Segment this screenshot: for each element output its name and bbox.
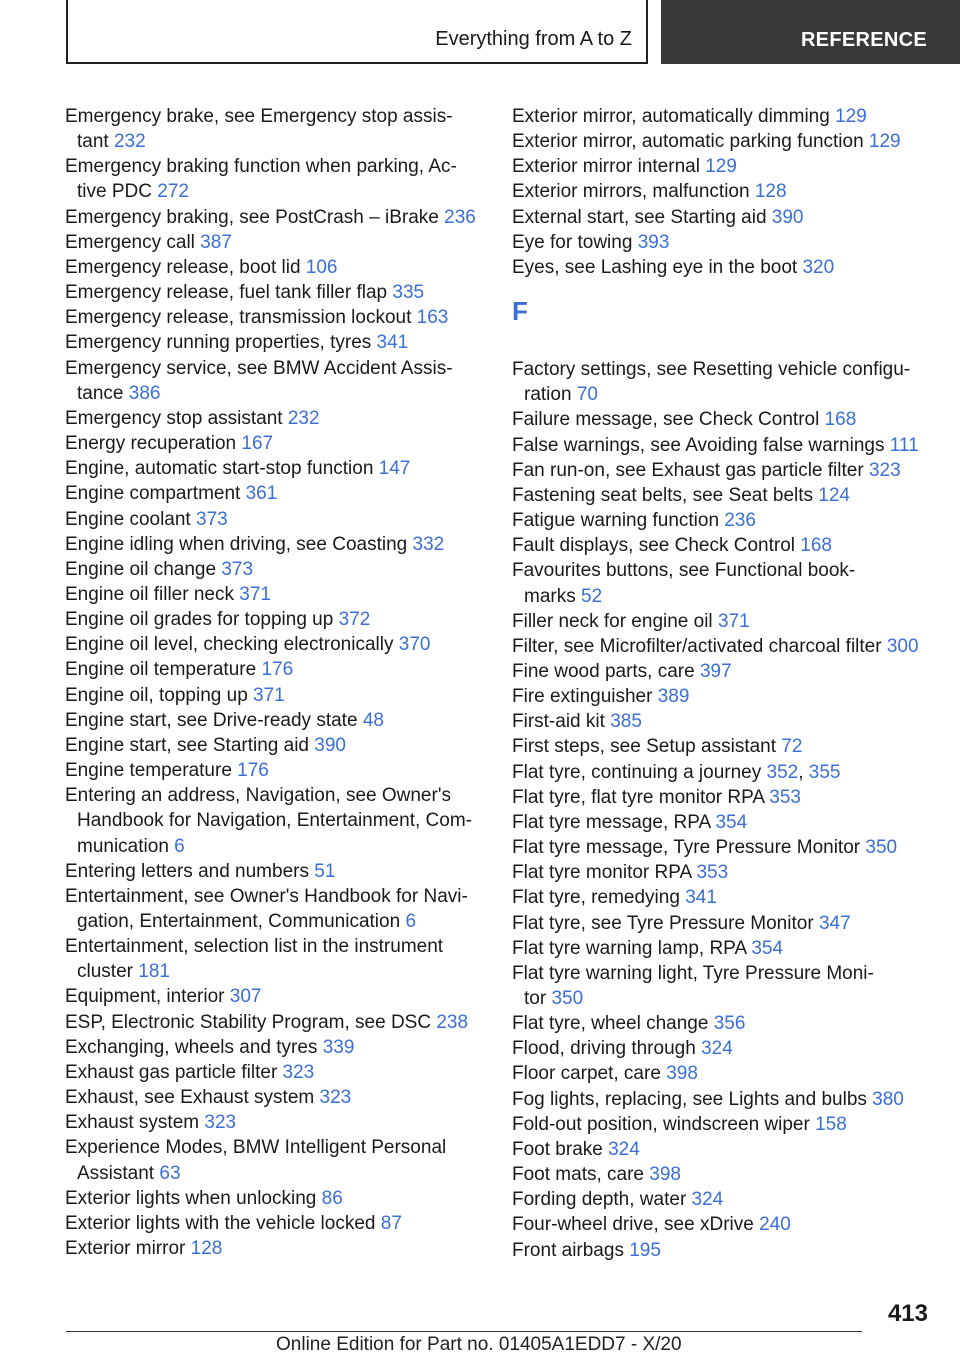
page-reference-link[interactable]: 341 bbox=[376, 332, 409, 354]
index-entry bbox=[512, 1162, 942, 1187]
index-entry-text: Engine oil, topping up bbox=[65, 684, 248, 706]
index-entry bbox=[65, 1035, 485, 1060]
page-reference-link[interactable]: 87 bbox=[380, 1212, 402, 1234]
index-entry bbox=[512, 104, 942, 129]
index-entry bbox=[512, 835, 942, 860]
index-entry bbox=[512, 255, 942, 280]
index-entry-text: Exhaust, see Exhaust system bbox=[65, 1087, 315, 1109]
index-entry-text: Engine, automatic start-stop function bbox=[65, 458, 374, 480]
index-entry bbox=[65, 456, 485, 481]
page-reference-link[interactable]: 168 bbox=[800, 535, 832, 557]
index-entry-text: Engine temperature bbox=[65, 760, 232, 782]
page-reference-link[interactable]: 353 bbox=[769, 786, 801, 808]
index-entry-text: Fording depth, water bbox=[512, 1189, 687, 1211]
index-letter-heading: F bbox=[512, 296, 528, 327]
header-section-tab bbox=[661, 0, 960, 64]
page-reference-link[interactable]: 323 bbox=[868, 459, 901, 481]
index-entry-text: Exterior mirror internal bbox=[512, 156, 700, 178]
header-section-label: REFERENCE bbox=[800, 29, 927, 51]
index-entry bbox=[65, 104, 485, 154]
index-entry bbox=[512, 533, 942, 558]
index-entry-text: Flat tyre, continuing a journey bbox=[512, 761, 762, 783]
index-entry bbox=[65, 1135, 485, 1185]
index-column-right bbox=[512, 104, 942, 1263]
page-reference-link[interactable]: 86 bbox=[321, 1187, 343, 1209]
index-entry-text: Engine idling when driving, see Coasting bbox=[65, 533, 408, 555]
page-reference-link[interactable]: 70 bbox=[576, 384, 598, 406]
page-reference-link[interactable]: 111 bbox=[889, 434, 919, 456]
index-entry-text: Engine compartment bbox=[65, 483, 241, 505]
index-entry-text: Flat tyre message, RPA bbox=[512, 811, 711, 833]
page-reference-link[interactable]: 355 bbox=[808, 761, 841, 783]
page-reference-link[interactable]: 397 bbox=[699, 660, 732, 682]
index-entry bbox=[512, 734, 942, 759]
index-entry-text: Exterior lights with the vehicle locked bbox=[65, 1212, 376, 1234]
index-entry-text: Flat tyre, remedying bbox=[512, 887, 680, 909]
index-entry bbox=[512, 1087, 942, 1112]
index-entry bbox=[65, 305, 485, 330]
index-entry-text: Entering letters and numbers bbox=[65, 860, 309, 882]
index-entry-text: Eye for towing bbox=[512, 231, 633, 253]
index-entry-text: Emergency brake, see Emergency stop assis- bbox=[65, 106, 453, 127]
index-entry-text: Engine coolant bbox=[65, 508, 191, 530]
index-entry bbox=[512, 634, 942, 659]
index-entry-text: Fine wood parts, care bbox=[512, 660, 695, 682]
index-entry-text: Foot mats, care bbox=[512, 1164, 644, 1186]
index-entry bbox=[65, 1211, 485, 1236]
page-reference-link[interactable]: 168 bbox=[824, 409, 857, 431]
page-reference-link[interactable]: 371 bbox=[717, 610, 750, 632]
page-reference-link[interactable]: 6 bbox=[174, 835, 185, 857]
index-entry bbox=[65, 431, 485, 456]
index-entry bbox=[512, 609, 942, 634]
page-reference-link[interactable]: 393 bbox=[637, 231, 670, 253]
index-entry bbox=[65, 330, 485, 355]
page-reference-link[interactable]: 176 bbox=[261, 659, 294, 681]
index-group-e-continued bbox=[512, 104, 942, 280]
index-entry bbox=[65, 1236, 485, 1261]
page-reference-link[interactable]: 124 bbox=[818, 484, 850, 506]
page-reference-link[interactable]: 361 bbox=[245, 483, 278, 505]
page-reference-link[interactable]: 51 bbox=[314, 860, 336, 882]
index-entry bbox=[65, 255, 485, 280]
index-entry-text: Favourites buttons, see Functional book- bbox=[512, 560, 856, 582]
page-reference-link[interactable]: 324 bbox=[608, 1138, 640, 1160]
page-reference-link[interactable]: 332 bbox=[412, 533, 445, 555]
index-entry bbox=[65, 356, 485, 406]
page-reference-link[interactable]: 389 bbox=[657, 686, 690, 708]
index-entry-text: munication bbox=[77, 835, 169, 857]
index-entry-text: Floor carpet, care bbox=[512, 1063, 661, 1085]
index-entry-text: Assistant bbox=[77, 1162, 155, 1184]
index-entry-text: Flat tyre, flat tyre monitor RPA bbox=[512, 786, 765, 808]
index-entry bbox=[65, 683, 485, 708]
index-entry-text: Fog lights, replacing, see Lights and bulbs bbox=[512, 1088, 867, 1110]
index-entry-text: tive PDC bbox=[77, 181, 152, 203]
index-entry bbox=[512, 205, 942, 230]
index-entry bbox=[65, 507, 485, 532]
index-entry bbox=[512, 1036, 942, 1061]
index-entry-text: Exterior mirror, automatic parking function bbox=[512, 131, 864, 153]
page-reference-link[interactable]: 163 bbox=[416, 307, 449, 329]
index-entry-text: Exchanging, wheels and tyres bbox=[65, 1036, 318, 1058]
index-entry-text: Eyes, see Lashing eye in the boot bbox=[512, 256, 798, 278]
index-entry-text: Foot brake bbox=[512, 1138, 603, 1160]
index-entry-text: Equipment, interior bbox=[65, 986, 225, 1008]
footer-rule bbox=[66, 1331, 862, 1332]
page-reference-link[interactable]: 390 bbox=[771, 206, 804, 228]
index-entry bbox=[512, 1187, 942, 1212]
index-entry-text: Experience Modes, BMW Intelligent Personal bbox=[65, 1137, 447, 1159]
index-entry-text: Front airbags bbox=[512, 1239, 624, 1261]
page-reference-link[interactable]: 195 bbox=[629, 1239, 661, 1261]
index-entry-text: marks bbox=[524, 585, 576, 607]
index-entry-text: Emergency running properties, tyres bbox=[65, 332, 372, 354]
index-entry-text: Entering an address, Navigation, see Owner's bbox=[65, 785, 451, 807]
index-entry bbox=[512, 709, 942, 734]
page-reference-link[interactable]: 323 bbox=[204, 1112, 237, 1134]
index-entry-text: gation, Entertainment, Communication bbox=[77, 911, 401, 932]
index-entry-text: Exterior lights when unlocking bbox=[65, 1187, 317, 1209]
page-reference-link[interactable]: 398 bbox=[666, 1063, 698, 1085]
index-entry-text: Flood, driving through bbox=[512, 1038, 696, 1060]
index-entry-text: Flat tyre, see Tyre Pressure Monitor bbox=[512, 912, 814, 934]
index-entry bbox=[65, 205, 485, 230]
index-entry-text: Flat tyre warning lamp, RPA bbox=[512, 937, 747, 959]
page-reference-link[interactable]: 323 bbox=[319, 1087, 352, 1109]
index-entry bbox=[512, 936, 942, 961]
index-entry-text: Fan run-on, see Exhaust gas particle filter bbox=[512, 459, 864, 481]
index-entry-text: Fire extinguisher bbox=[512, 686, 653, 708]
index-entry bbox=[65, 632, 485, 657]
index-entry bbox=[65, 280, 485, 305]
index-group-f bbox=[512, 357, 942, 1263]
index-entry bbox=[512, 659, 942, 684]
index-entry bbox=[512, 508, 942, 533]
page-reference-link[interactable]: 48 bbox=[362, 709, 384, 731]
index-entry-text: Engine oil grades for topping up bbox=[65, 609, 334, 631]
index-entry bbox=[512, 230, 942, 255]
index-entry-text: Engine start, see Drive-ready state bbox=[65, 709, 358, 731]
index-entry bbox=[65, 708, 485, 733]
index-entry bbox=[65, 532, 485, 557]
index-entry-text: Factory settings, see Resetting vehicle configu- bbox=[512, 359, 911, 381]
page-reference-link[interactable]: 324 bbox=[691, 1189, 724, 1211]
index-entry bbox=[512, 483, 942, 508]
page-reference-link[interactable]: 232 bbox=[113, 131, 146, 153]
index-entry-text: Filler neck for engine oil bbox=[512, 610, 713, 632]
index-entry bbox=[65, 1010, 485, 1035]
index-entry-text: External start, see Starting aid bbox=[512, 206, 767, 228]
index-column-left bbox=[65, 104, 485, 1261]
page-reference-link[interactable]: 371 bbox=[239, 583, 271, 605]
index-entry bbox=[65, 859, 485, 884]
page-reference-link[interactable]: 385 bbox=[610, 711, 642, 733]
page-reference-link[interactable]: 307 bbox=[229, 986, 262, 1008]
index-entry bbox=[512, 433, 942, 458]
page-reference-link[interactable]: 236 bbox=[724, 510, 756, 532]
index-entry bbox=[512, 911, 942, 936]
page-reference-link[interactable]: 238 bbox=[436, 1011, 469, 1033]
page-reference-link[interactable]: 353 bbox=[696, 862, 729, 884]
index-entry-text: tant bbox=[77, 131, 109, 153]
page-reference-link[interactable]: 370 bbox=[398, 634, 431, 656]
index-entry bbox=[512, 785, 942, 810]
index-entry bbox=[65, 557, 485, 582]
index-entry bbox=[512, 1112, 942, 1137]
index-entry bbox=[512, 407, 942, 432]
index-entry-text: Exhaust gas particle filter bbox=[65, 1061, 278, 1083]
index-entry bbox=[512, 1011, 942, 1036]
index-entry-text: Emergency release, fuel tank filler flap bbox=[65, 282, 388, 304]
page-reference-link[interactable]: 240 bbox=[759, 1214, 791, 1236]
page-reference-link[interactable]: 386 bbox=[128, 382, 161, 404]
page-reference-link[interactable]: 300 bbox=[886, 635, 919, 657]
page-reference-link[interactable]: 72 bbox=[781, 736, 803, 758]
index-entry bbox=[512, 1238, 942, 1263]
index-entry-text: tance bbox=[77, 382, 124, 404]
index-entry-text: Emergency service, see BMW Accident Assis- bbox=[65, 357, 453, 379]
index-entry-text: Engine oil filler neck bbox=[65, 583, 234, 605]
index-entry bbox=[512, 357, 942, 407]
index-entry bbox=[512, 1137, 942, 1162]
index-entry-text: ESP, Electronic Stability Program, see DSC bbox=[65, 1011, 432, 1033]
index-entry bbox=[65, 934, 485, 984]
index-entry-text: Engine start, see Starting aid bbox=[65, 734, 309, 756]
page-reference-link[interactable]: 272 bbox=[157, 181, 189, 203]
index-entry-text: Fatigue warning function bbox=[512, 510, 720, 532]
index-entry bbox=[65, 406, 485, 431]
index-entry-text: Engine oil temperature bbox=[65, 659, 257, 681]
index-entry-text: Flat tyre warning light, Tyre Pressure Moni- bbox=[512, 962, 874, 984]
page-reference-link[interactable]: 232 bbox=[287, 407, 320, 429]
index-entry bbox=[65, 884, 485, 934]
page-reference-link[interactable]: 324 bbox=[701, 1038, 733, 1060]
index-entry bbox=[512, 810, 942, 835]
page-reference-link[interactable]: 323 bbox=[282, 1061, 315, 1083]
index-entry-text: tor bbox=[524, 988, 547, 1009]
index-entry-text: Filter, see Microfilter/activated charcoal filter bbox=[512, 635, 882, 657]
page-reference-link[interactable]: 372 bbox=[338, 609, 371, 631]
index-entry-text: Exterior mirror, automatically dimming bbox=[512, 106, 830, 127]
index-entry-text: Fault displays, see Check Control bbox=[512, 535, 796, 557]
index-entry-text: ration bbox=[524, 384, 572, 406]
index-entry-text: Emergency stop assistant bbox=[65, 407, 283, 429]
page-reference-link[interactable]: 128 bbox=[754, 181, 787, 203]
index-entry bbox=[65, 733, 485, 758]
page-reference-link[interactable]: 347 bbox=[818, 912, 851, 934]
index-entry bbox=[512, 558, 942, 608]
page-reference-link[interactable]: 320 bbox=[802, 256, 835, 278]
index-entry bbox=[512, 129, 942, 154]
page-reference-link[interactable]: 373 bbox=[196, 508, 228, 530]
page-reference-link[interactable]: 128 bbox=[190, 1238, 223, 1260]
index-entry bbox=[512, 1061, 942, 1086]
page-reference-link[interactable]: 354 bbox=[751, 937, 784, 959]
index-entry-text: First-aid kit bbox=[512, 711, 605, 733]
page-number: 413 bbox=[887, 1300, 928, 1327]
index-entry-text: Flat tyre message, Tyre Pressure Monitor bbox=[512, 837, 861, 859]
index-entry-text: Emergency braking, see PostCrash – iBrake bbox=[65, 206, 439, 228]
index-entry: Flat tyre, continuing a journey 352, 355 bbox=[512, 761, 841, 783]
page-reference-link[interactable]: 350 bbox=[551, 988, 584, 1009]
index-entry bbox=[512, 179, 942, 204]
header-title-box bbox=[66, 0, 648, 64]
page-reference-link[interactable]: 6 bbox=[405, 911, 417, 932]
index-entry bbox=[512, 860, 942, 885]
index-entry-text: cluster bbox=[77, 961, 133, 983]
index-entry bbox=[65, 984, 485, 1009]
index-entry bbox=[512, 154, 942, 179]
index-entry bbox=[65, 1060, 485, 1085]
index-entry-text: Exhaust system bbox=[65, 1112, 200, 1134]
page-reference-link[interactable]: 181 bbox=[138, 961, 170, 983]
page-reference-link[interactable]: 390 bbox=[314, 734, 346, 756]
index-entry-text: Exterior mirrors, malfunction bbox=[512, 181, 750, 203]
index-entry bbox=[65, 1085, 485, 1110]
index-entry bbox=[512, 458, 942, 483]
page-reference-link[interactable]: 371 bbox=[253, 684, 285, 706]
page-reference-link[interactable]: 398 bbox=[649, 1164, 681, 1186]
page-reference-link[interactable]: 129 bbox=[868, 131, 901, 153]
page-reference-link[interactable]: 341 bbox=[685, 887, 717, 909]
index-entry bbox=[65, 230, 485, 255]
index-entry-text: First steps, see Setup assistant bbox=[512, 736, 777, 758]
page-reference-link[interactable]: 373 bbox=[221, 558, 254, 580]
page-reference-link[interactable]: 352 bbox=[766, 761, 799, 783]
index-entry bbox=[65, 758, 485, 783]
page-reference-link[interactable]: 106 bbox=[305, 256, 338, 278]
index-entry bbox=[65, 607, 485, 632]
index-entry bbox=[512, 1212, 942, 1237]
index-entry-text: Engine oil level, checking electronically bbox=[65, 634, 394, 656]
page-reference-link[interactable]: 356 bbox=[713, 1013, 746, 1035]
page-reference-link[interactable]: 354 bbox=[715, 811, 748, 833]
page-reference-link[interactable]: 335 bbox=[392, 282, 425, 304]
page-reference-link[interactable]: 129 bbox=[705, 156, 737, 178]
index-entry bbox=[65, 582, 485, 607]
page-reference-link[interactable]: 236 bbox=[444, 206, 476, 228]
page-reference-link[interactable]: 63 bbox=[159, 1162, 181, 1184]
index-entry-text: Flat tyre monitor RPA bbox=[512, 862, 692, 884]
index-entry-text: Four-wheel drive, see xDrive bbox=[512, 1214, 754, 1236]
footer-edition: Online Edition for Part no. 01405A1EDD7 - X/20 bbox=[276, 1334, 682, 1355]
index-entry-text: Energy recuperation bbox=[65, 433, 237, 455]
index-entry bbox=[65, 783, 485, 858]
index-entry-text: Exterior mirror bbox=[65, 1238, 186, 1260]
index-entry-text: Emergency release, transmission lockout bbox=[65, 307, 412, 329]
page-reference-link[interactable]: 129 bbox=[835, 106, 867, 127]
index-entry-text: Fold-out position, windscreen wiper bbox=[512, 1113, 810, 1135]
page-reference-link[interactable]: 176 bbox=[237, 760, 269, 782]
page-reference-link[interactable]: 339 bbox=[322, 1036, 355, 1058]
index-entry-text: Entertainment, see Owner's Handbook for Navi- bbox=[65, 885, 468, 907]
index-entry-text: Fastening seat belts, see Seat belts bbox=[512, 484, 814, 506]
index-entry bbox=[65, 1186, 485, 1211]
index-entry-text: Entertainment, selection list in the instrument bbox=[65, 936, 444, 958]
index-entry bbox=[512, 961, 942, 1011]
page-reference-link[interactable]: 147 bbox=[378, 458, 411, 480]
page-reference-link[interactable]: 387 bbox=[200, 231, 232, 253]
page-reference-link[interactable]: 52 bbox=[581, 585, 603, 607]
index-entry bbox=[65, 657, 485, 682]
index-entry-text: Engine oil change bbox=[65, 558, 217, 580]
index-entry-text: Flat tyre, wheel change bbox=[512, 1013, 709, 1035]
index-entry-text: Emergency braking function when parking, Ac- bbox=[65, 156, 457, 178]
index-entry-text: Emergency call bbox=[65, 231, 195, 253]
index-entry-text: False warnings, see Avoiding false warnings bbox=[512, 434, 885, 456]
index-entry bbox=[65, 481, 485, 506]
index-entry-text: Handbook for Navigation, Entertainment, Com- bbox=[77, 810, 472, 832]
header-title: Everything from A to Z bbox=[435, 28, 632, 50]
index-entry bbox=[65, 1110, 485, 1135]
index-entry-text: Emergency release, boot lid bbox=[65, 256, 301, 278]
index-entry bbox=[512, 684, 942, 709]
page-reference-link[interactable]: 380 bbox=[872, 1088, 904, 1110]
page-reference-link[interactable]: 158 bbox=[815, 1113, 847, 1135]
page-reference-link[interactable]: 350 bbox=[865, 837, 898, 859]
index-entry bbox=[512, 885, 942, 910]
index-entry bbox=[65, 154, 485, 204]
index-entry-text: Failure message, see Check Control bbox=[512, 409, 820, 431]
page-reference-link[interactable]: 167 bbox=[241, 433, 274, 455]
